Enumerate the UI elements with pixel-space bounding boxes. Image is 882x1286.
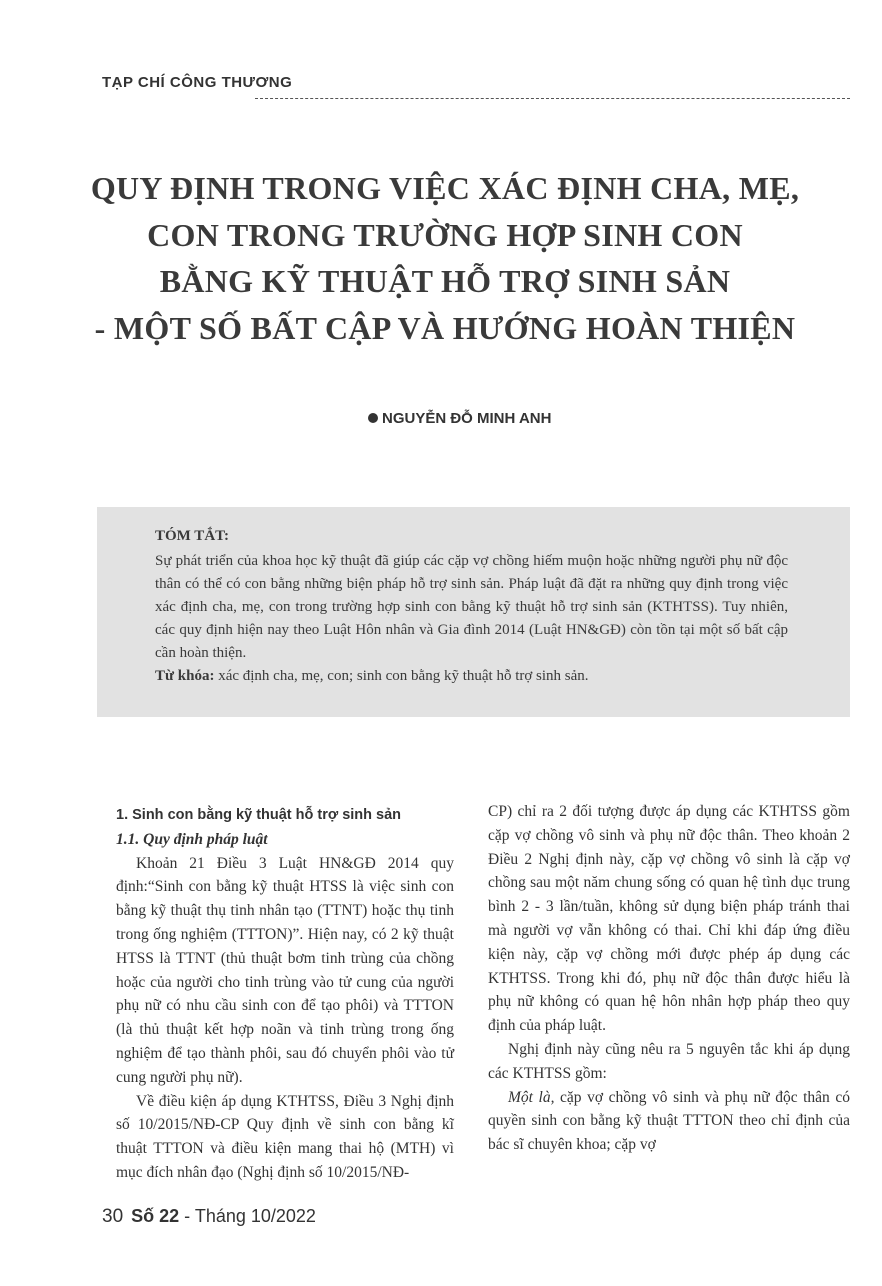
paragraph: CP) chỉ ra 2 đối tượng được áp dụng các KTHTSS gồm cặp vợ chồng vô sinh và phụ nữ độc thân. Theo khoản 2 Điều 2 Nghị định này, cặp vợ chồng vô sinh là cặp vợ chồng sau một năm chung sống có quan hệ tình dục trung bình 2 - 3 lần/tuần, không sử dụng biện pháp tránh thai mà người vợ vẫn không có thai. Chỉ khi đáp ứng điều kiện này, cặp vợ chồng mới được phép áp dụng các KTHTSS. Trong khi đó, phụ nữ độc thân được hiểu là phụ nữ không có quan hệ hôn nhân hợp pháp theo quy định của pháp luật. [488,803,850,1035]
keywords-label: Từ khóa: [155,668,215,684]
author-name: NGUYỄN ĐỖ MINH ANH [382,410,552,427]
page-number: 30 [102,1206,124,1227]
paragraph: Khoản 21 Điều 3 Luật HN&GĐ 2014 quy định:“Sinh con bằng kỹ thuật HTSS là việc sinh con bằng kỹ thuật thụ tinh nhân tạo (TTNT) hoặc thụ tinh trong ống nghiệm (TTTON)”. Hiện nay, có 2 kỹ thuật HTSS là TTNT (thủ thuật bơm tinh trùng của chồng hoặc của người cho tinh trùng vào tử cung của người phụ nữ có nhu cầu sinh con để tạo phôi) và TTTON (là thủ thuật kết hợp noãn và tinh trùng trong ống nghiệm để tạo thành phôi, sau đó chuyển phôi vào tử cung người phụ nữ). [116,854,454,1086]
section-heading: 1. Sinh con bằng kỹ thuật hỗ trợ sinh sản [116,807,402,823]
issue-number: Số 22 [131,1206,180,1226]
journal-name: TẠP CHÍ CÔNG THƯƠNG [102,74,293,91]
title-line: CON TRONG TRƯỜNG HỢP SINH CON [147,216,743,253]
abstract-heading: TÓM TẮT: [155,528,230,544]
author-line [368,410,551,427]
paragraph-text: cặp vợ chồng vô sinh và phụ nữ độc thân có quyền sinh con bằng kỹ thuật TTTON theo chỉ định của bác sĩ chuyên khoa; cặp vợ [488,1088,850,1154]
page-footer [102,1206,316,1228]
title-line: - MỘT SỐ BẤT CẬP VÀ HƯỚNG HOÀN THIỆN [94,309,796,346]
paragraph [488,1086,850,1157]
paragraph: Nghị định này cũng nêu ra 5 nguyên tắc khi áp dụng các KTHTSS gồm: [488,1040,850,1082]
title-line: QUY ĐỊNH TRONG VIỆC XÁC ĐỊNH CHA, MẸ, [90,170,800,206]
paragraph-lead: Một là, [508,1088,555,1106]
subsection-heading: 1.1. Quy định pháp luật [116,830,268,848]
title-line: BẰNG KỸ THUẬT HỖ TRỢ SINH SẢN [159,263,731,299]
issue-date: - Tháng 10/2022 [179,1206,316,1226]
abstract-body: Sự phát triển của khoa học kỹ thuật đã giúp các cặp vợ chồng hiếm muộn hoặc những người phụ nữ độc thân có thể có con bằng những biện pháp hỗ trợ sinh sản. Pháp luật đã đặt ra những quy định trong việc xác định cha, mẹ, con trong trường hợp sinh con bằng kỹ thuật hỗ trợ sinh sản (KTHTSS). Tuy nhiên, các quy định hiện nay theo Luật Hôn nhân và Gia đình 2014 (Luật HN&GĐ) còn tồn tại một số bất cập cần hoàn thiện. [155,553,788,661]
bullet-icon [368,413,378,423]
left-column [116,804,454,1185]
paragraph: Về điều kiện áp dụng KTHTSS, Điều 3 Nghị định số 10/2015/NĐ-CP Quy định về sinh con bằng kĩ thuật TTTON và điều kiện mang thai hộ (MTH) vì mục đích nhân đạo (Nghị định số 10/2015/NĐ- [116,1092,454,1181]
right-column [488,800,850,1157]
keywords-text: xác định cha, mẹ, con; sinh con bằng kỹ thuật hỗ trợ sinh sản. [214,668,589,684]
article-title [60,165,830,351]
keywords-line [155,665,788,688]
header-rule [255,98,850,99]
abstract-box [97,507,850,717]
